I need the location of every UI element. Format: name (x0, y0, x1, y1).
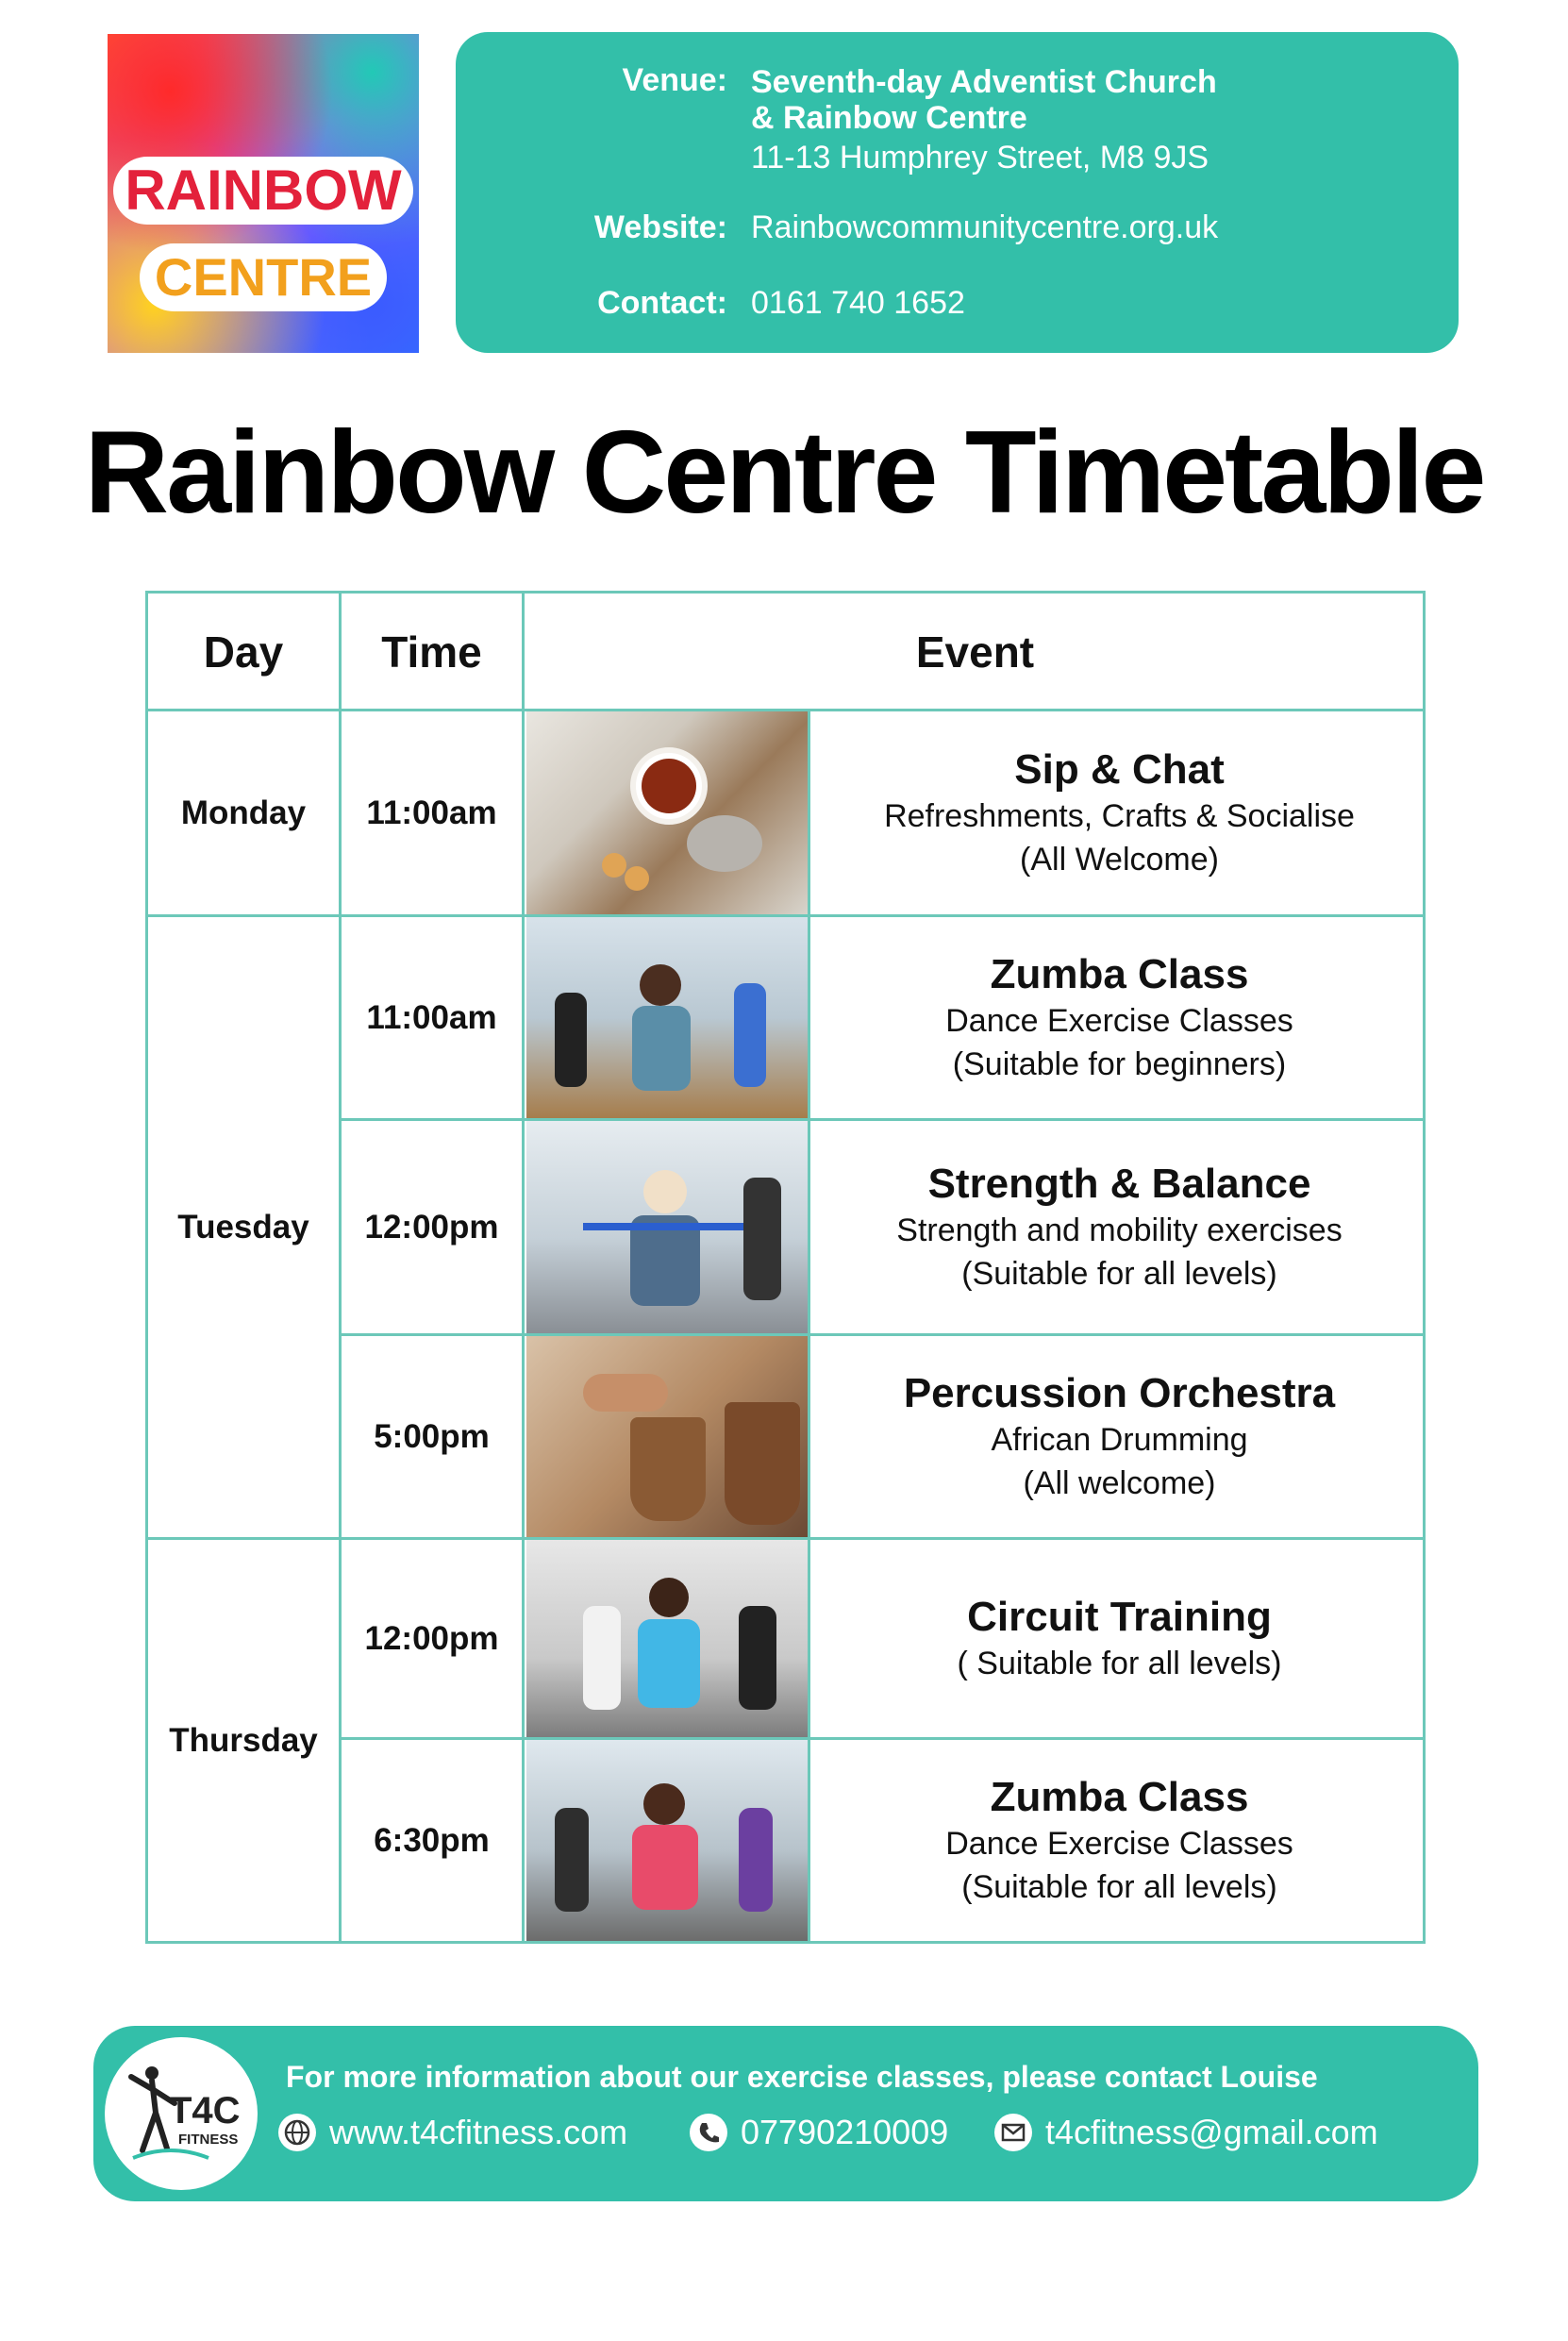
event-title: Strength & Balance (927, 1160, 1311, 1207)
footer-website-link[interactable]: www.t4cfitness.com (329, 2113, 628, 2151)
participant-head-shape (649, 1578, 689, 1617)
page-title: Rainbow Centre Timetable (84, 408, 1484, 538)
dancer-body-shape (739, 1808, 773, 1912)
rainbow-centre-logo (108, 34, 419, 353)
resistance-band-shape (583, 1223, 753, 1230)
event-title: Sip & Chat (1014, 745, 1225, 793)
globe-icon (278, 2114, 316, 2151)
dancer-head-shape (640, 964, 681, 1006)
logo-word-centre: CENTRE (140, 243, 387, 311)
time-cell: 12:00pm (364, 1619, 499, 1657)
event-cell (810, 1740, 1428, 1941)
venue-name-line1: Seventh-day Adventist Church (751, 64, 1217, 100)
footer-phone-number[interactable]: 07790210009 (741, 2113, 949, 2151)
dancer-body-shape (555, 993, 587, 1087)
footer-website-item[interactable] (278, 2113, 627, 2152)
phone-icon (690, 2114, 727, 2151)
time-cell: 5:00pm (374, 1417, 490, 1455)
event-title: Zumba Class (990, 1773, 1249, 1820)
drum-shape (725, 1402, 800, 1525)
timetable (145, 591, 1426, 1944)
event-cell (810, 1540, 1428, 1737)
venue-name-line2: & Rainbow Centre (751, 100, 1027, 136)
time-cell: 12:00pm (364, 1208, 499, 1246)
resistance-band-photo (526, 1121, 808, 1333)
website-link[interactable]: Rainbowcommunitycentre.org.uk (751, 209, 1219, 245)
event-title: Zumba Class (990, 950, 1249, 997)
event-description: Strength and mobility exercises (896, 1212, 1343, 1248)
event-note: (Suitable for all levels) (961, 1868, 1277, 1905)
event-cell (810, 917, 1428, 1118)
time-cell: 11:00am (366, 794, 497, 831)
kettlebell-class-photo (526, 1540, 808, 1737)
t4c-logo-text: T4C (169, 2090, 241, 2132)
header-time: Time (381, 627, 482, 677)
dancer-body-shape (555, 1808, 589, 1912)
drum-shape (630, 1417, 706, 1521)
dancer-body-shape (734, 983, 766, 1087)
footer-email-address[interactable]: t4cfitness@gmail.com (1045, 2113, 1378, 2151)
yarn-ball-shape (687, 815, 762, 872)
event-description: Dance Exercise Classes (945, 1002, 1293, 1039)
time-cell: 11:00am (366, 998, 497, 1036)
event-cell (810, 711, 1428, 914)
zumba-dance-photo (526, 1740, 808, 1941)
event-description: ( Suitable for all levels) (957, 1645, 1282, 1681)
tea-shape (642, 759, 696, 813)
event-description: Dance Exercise Classes (945, 1825, 1293, 1862)
dancer-head-shape (643, 1783, 685, 1825)
day-thursday: Thursday (169, 1721, 318, 1759)
venue-value (751, 64, 1217, 176)
envelope-icon (994, 2114, 1032, 2151)
event-description: Refreshments, Crafts & Socialise (884, 797, 1355, 834)
header-day: Day (203, 627, 284, 677)
dancer-body-shape (632, 1825, 698, 1910)
tea-and-knitting-photo (526, 711, 808, 914)
logo-word-rainbow: RAINBOW (113, 157, 413, 225)
venue-label: Venue: (622, 62, 727, 98)
t4c-logo-subtext: FITNESS (178, 2132, 239, 2148)
venue-address: 11-13 Humphrey Street, M8 9JS (751, 140, 1209, 176)
footer-heading: For more information about our exercise classes, please contact Louise (286, 2060, 1318, 2094)
event-title: Percussion Orchestra (903, 1369, 1336, 1416)
participant-body-shape (638, 1619, 700, 1708)
header-event: Event (915, 627, 1035, 677)
instructor-head-shape (643, 1170, 687, 1213)
dancer-body-shape (632, 1006, 691, 1091)
contact-label: Contact: (597, 285, 727, 321)
participant-body-shape (739, 1606, 776, 1710)
footer-email-item[interactable] (994, 2113, 1378, 2152)
event-title: Circuit Training (967, 1593, 1272, 1640)
event-note: (All Welcome) (1020, 841, 1219, 878)
day-tuesday: Tuesday (177, 1208, 309, 1246)
biscuit-shape (602, 853, 626, 878)
hand-shape (583, 1374, 668, 1412)
footer-phone-item[interactable] (690, 2113, 948, 2152)
event-note: (All welcome) (1023, 1464, 1216, 1501)
djembe-drums-photo (526, 1336, 808, 1537)
event-note: (Suitable for beginners) (952, 1045, 1287, 1082)
biscuit-shape (625, 866, 649, 891)
event-cell (810, 1121, 1428, 1333)
event-cell (810, 1336, 1428, 1537)
zumba-dance-photo (526, 917, 808, 1118)
t4c-fitness-logo (105, 2037, 258, 2190)
participant-shape (743, 1178, 781, 1300)
day-monday: Monday (180, 794, 307, 831)
participant-body-shape (583, 1606, 621, 1710)
contact-footer (93, 2026, 1478, 2201)
contact-phone[interactable]: 0161 740 1652 (751, 285, 965, 321)
website-label: Website: (593, 209, 727, 245)
venue-info-box (456, 32, 1459, 353)
time-cell: 6:30pm (374, 1821, 490, 1859)
event-description: African Drumming (991, 1421, 1248, 1458)
event-note: (Suitable for all levels) (961, 1255, 1277, 1292)
